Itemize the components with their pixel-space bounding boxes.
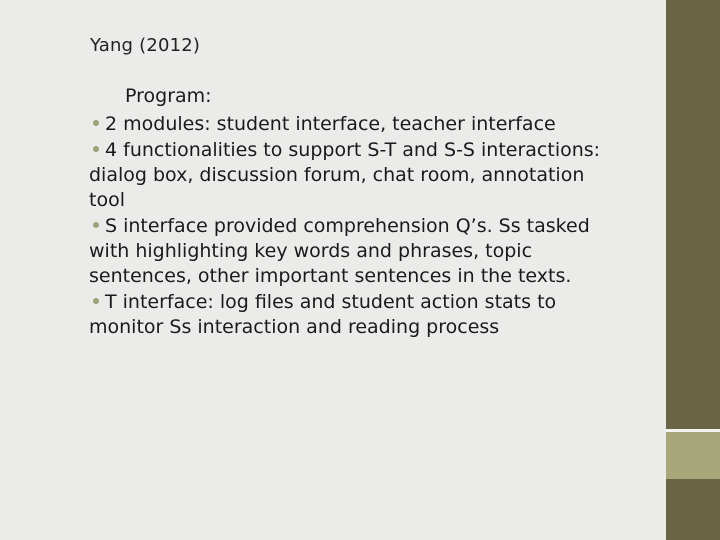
bullet-item <box>89 290 609 340</box>
sidebar-decor-accent <box>666 432 720 479</box>
bullet-dot-icon <box>93 120 99 126</box>
bullet-text: 2 modules: student interface, teacher interface <box>105 113 556 135</box>
bullet-dot-icon <box>93 146 99 152</box>
bullet-dot-icon <box>93 222 99 228</box>
program-heading: Program: <box>125 85 212 107</box>
bullet-item <box>89 138 609 213</box>
bullet-text: S interface provided comprehension Q’s. Ss tasked with highlighting key words and phrases, topic sentences, other important sentences in the texts. <box>89 215 590 287</box>
bullet-text: T interface: log files and student action stats to monitor Ss interaction and reading process <box>89 291 557 338</box>
bullet-item <box>89 112 609 137</box>
sidebar-decor-bottom <box>666 479 720 540</box>
sidebar-decor-top <box>666 0 720 432</box>
slide-body <box>89 84 609 341</box>
bullet-text: 4 functionalities to support S-T and S-S interactions: dialog box, discussion forum, chat room, annotation tool <box>89 139 601 211</box>
bullet-item <box>89 214 609 289</box>
slide-title: Yang (2012) <box>90 35 201 56</box>
bullet-dot-icon <box>93 298 99 304</box>
